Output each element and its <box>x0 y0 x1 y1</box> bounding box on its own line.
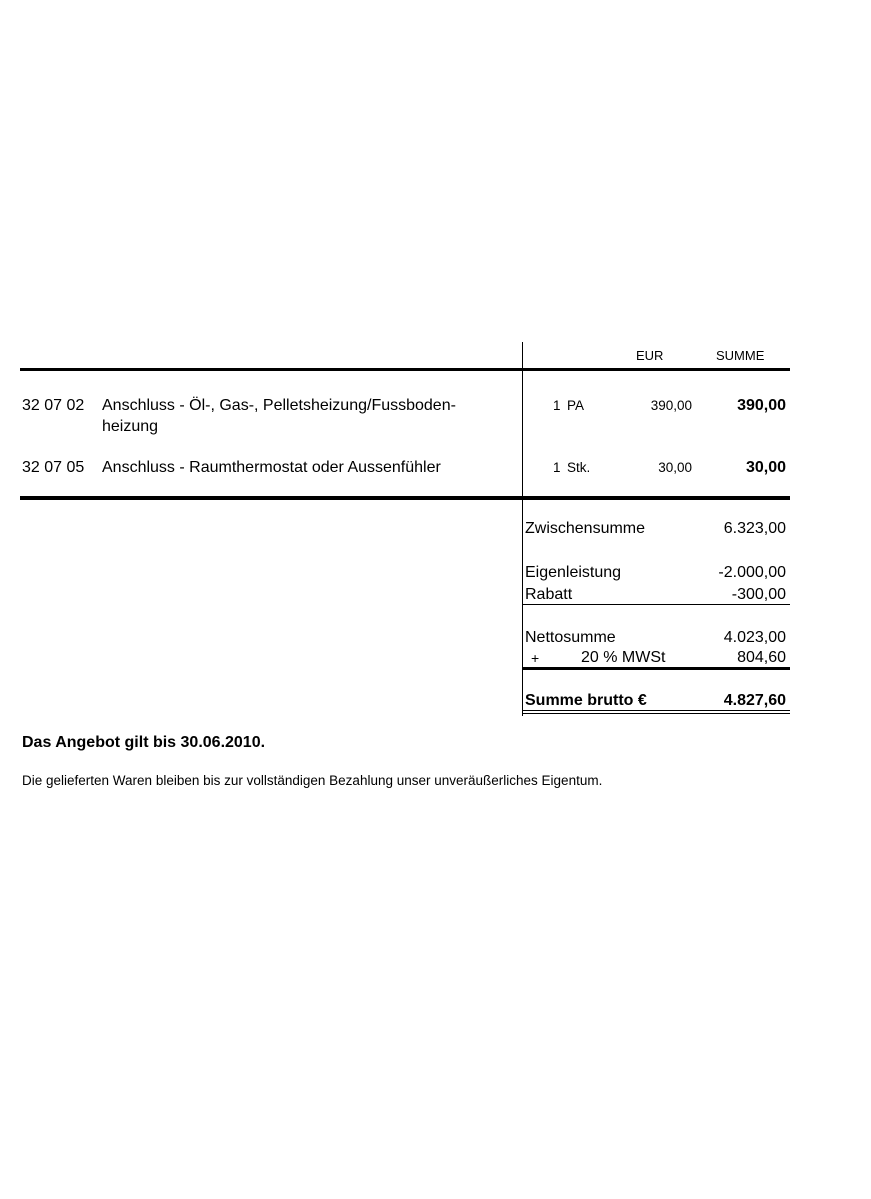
gross-value: 4.827,60 <box>723 692 786 709</box>
vat-rule <box>523 667 790 670</box>
own-work-value: -2.000,00 <box>718 564 786 581</box>
table-bottom-rule <box>20 496 790 500</box>
discount-label: Rabatt <box>525 586 573 603</box>
subtotal-value: 6.323,00 <box>723 520 786 537</box>
row-1-unit: PA <box>567 398 585 413</box>
subtotal-label: Zwischensumme <box>525 520 646 537</box>
offer-validity-note: Das Angebot gilt bis 30.06.2010. <box>22 734 266 751</box>
row-1-qty: 1 <box>553 398 561 413</box>
gross-double-rule-top <box>523 710 790 711</box>
row-1-code: 32 07 02 <box>22 397 85 414</box>
row-2-price: 30,00 <box>658 460 692 475</box>
header-summe: SUMME <box>716 348 765 363</box>
vat-value: 804,60 <box>737 649 786 666</box>
row-2-total: 30,00 <box>745 459 786 476</box>
net-label: Nettosumme <box>525 629 616 646</box>
ownership-note: Die gelieferten Waren bleiben bis zur vollständigen Bezahlung unser unveräußerliches Eigentum. <box>22 773 603 788</box>
row-2-qty: 1 <box>553 460 561 475</box>
discount-rule <box>523 604 790 605</box>
gross-label: Summe brutto € <box>525 692 647 709</box>
header-rule <box>20 368 790 371</box>
header-eur: EUR <box>636 348 664 363</box>
vat-label: 20 % MWSt <box>581 649 666 666</box>
row-1-description: Anschluss - Öl-, Gas-, Pelletsheizung/Fussboden- <box>102 397 456 414</box>
gross-double-rule-bottom <box>523 713 790 714</box>
vat-plus: + <box>531 650 540 666</box>
column-divider <box>522 342 523 716</box>
row-2-unit: Stk. <box>567 460 591 475</box>
row-1-price: 390,00 <box>650 398 692 413</box>
row-2-description: Anschluss - Raumthermostat oder Aussenfühler <box>102 459 441 476</box>
row-2-code: 32 07 05 <box>22 459 85 476</box>
net-value: 4.023,00 <box>723 629 786 646</box>
row-1-description-cont: heizung <box>102 418 159 435</box>
own-work-label: Eigenleistung <box>525 564 622 581</box>
discount-value: -300,00 <box>731 586 786 603</box>
row-1-total: 390,00 <box>737 397 786 414</box>
